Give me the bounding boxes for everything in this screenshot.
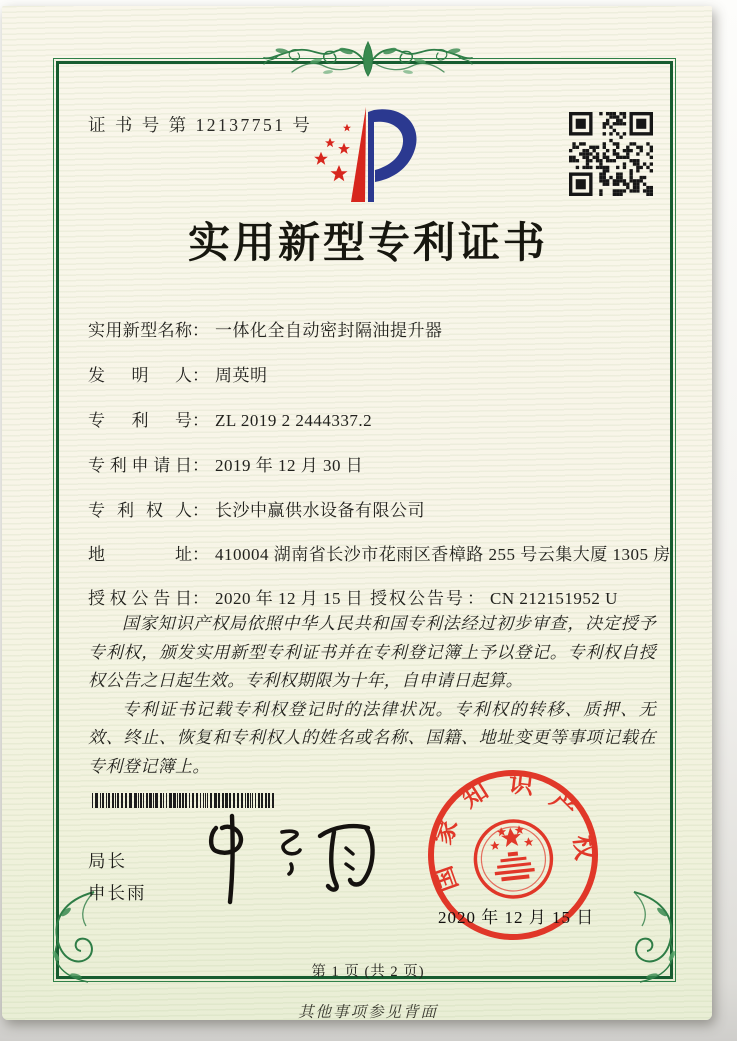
- field-value: 2019 年 12 月 30 日: [215, 456, 364, 475]
- field-label: 地址: [88, 545, 192, 564]
- field-row-filing-date: [88, 451, 654, 476]
- page-indicator: 第 1 页 (共 2 页): [311, 964, 425, 980]
- signature-icon: [196, 810, 388, 910]
- field-label: 专利号: [88, 411, 192, 430]
- signer-name: 申长雨: [88, 883, 147, 903]
- field-row-address: [88, 540, 671, 565]
- field-value: ZL 2019 2 2444337.2: [215, 411, 373, 430]
- field-colon: ：: [192, 589, 209, 608]
- field-colon: ：: [192, 501, 209, 520]
- legal-paragraph-2: 专利证书记载专利权登记时的法律状况。专利权的转移、质押、无效、终止、恢复和专利权人的姓名或名称、国籍、地址变更等事项记载在专利登记簿上。: [88, 699, 656, 776]
- seal-date: 2020 年 12 月 15 日: [438, 908, 595, 927]
- field-row-grant-date: [88, 584, 654, 609]
- field-colon: ：: [192, 321, 209, 340]
- qr-code: [569, 112, 653, 196]
- certificate-title: 实用新型专利证书: [187, 221, 548, 267]
- field-label: 发明人: [88, 366, 192, 385]
- barcode: [92, 793, 276, 808]
- field-label: 专利权人: [88, 501, 192, 520]
- field-colon: ：: [192, 545, 209, 564]
- field-value: 410004 湖南省长沙市花雨区香樟路 255 号云集大厦 1305 房: [215, 545, 671, 564]
- field-row-patentee: [88, 496, 654, 521]
- certificate-paper: [2, 6, 712, 1020]
- field-label: 授权公告日: [88, 589, 192, 608]
- field-value: 2020 年 12 月 15 日: [215, 589, 364, 608]
- field-label: 专利申请日: [88, 456, 192, 475]
- grant-number: [370, 584, 618, 609]
- legal-paragraph-1: 国家知识产权局依照中华人民共和国专利法经过初步审查，决定授予专利权，颁发实用新型专利证书并在专利登记簿上予以登记。专利权自授权公告之日起生效。专利权期限为十年，自申请日起算。: [88, 614, 656, 690]
- seal-agency-text: 国家知识产权局: [401, 754, 598, 896]
- back-note: 其他事项参见背面: [297, 1004, 438, 1021]
- field-row-patent-number: [88, 406, 654, 431]
- signer-title: 局长: [88, 851, 127, 871]
- national-emblem-icon: [472, 817, 556, 901]
- field-value: CN 212151952 U: [490, 589, 618, 608]
- cnipa-logo-icon: [308, 104, 432, 210]
- field-value: 一体化全自动密封隔油提升器: [215, 321, 443, 340]
- field-value: 周英明: [215, 366, 268, 385]
- field-row-inventor: [88, 361, 654, 386]
- field-row-name: [88, 316, 654, 341]
- field-colon: ：: [192, 411, 209, 430]
- field-colon: ：: [467, 589, 484, 608]
- top-ornament-icon: [258, 36, 478, 84]
- field-label: 实用新型名称: [88, 321, 192, 340]
- field-colon: ：: [192, 366, 209, 385]
- field-label: 授权公告号: [370, 589, 465, 608]
- field-value: 长沙中赢供水设备有限公司: [215, 501, 425, 520]
- legal-text: [88, 610, 656, 781]
- field-colon: ：: [192, 456, 209, 475]
- certificate-number: 证 书 号 第 12137751 号: [88, 115, 313, 135]
